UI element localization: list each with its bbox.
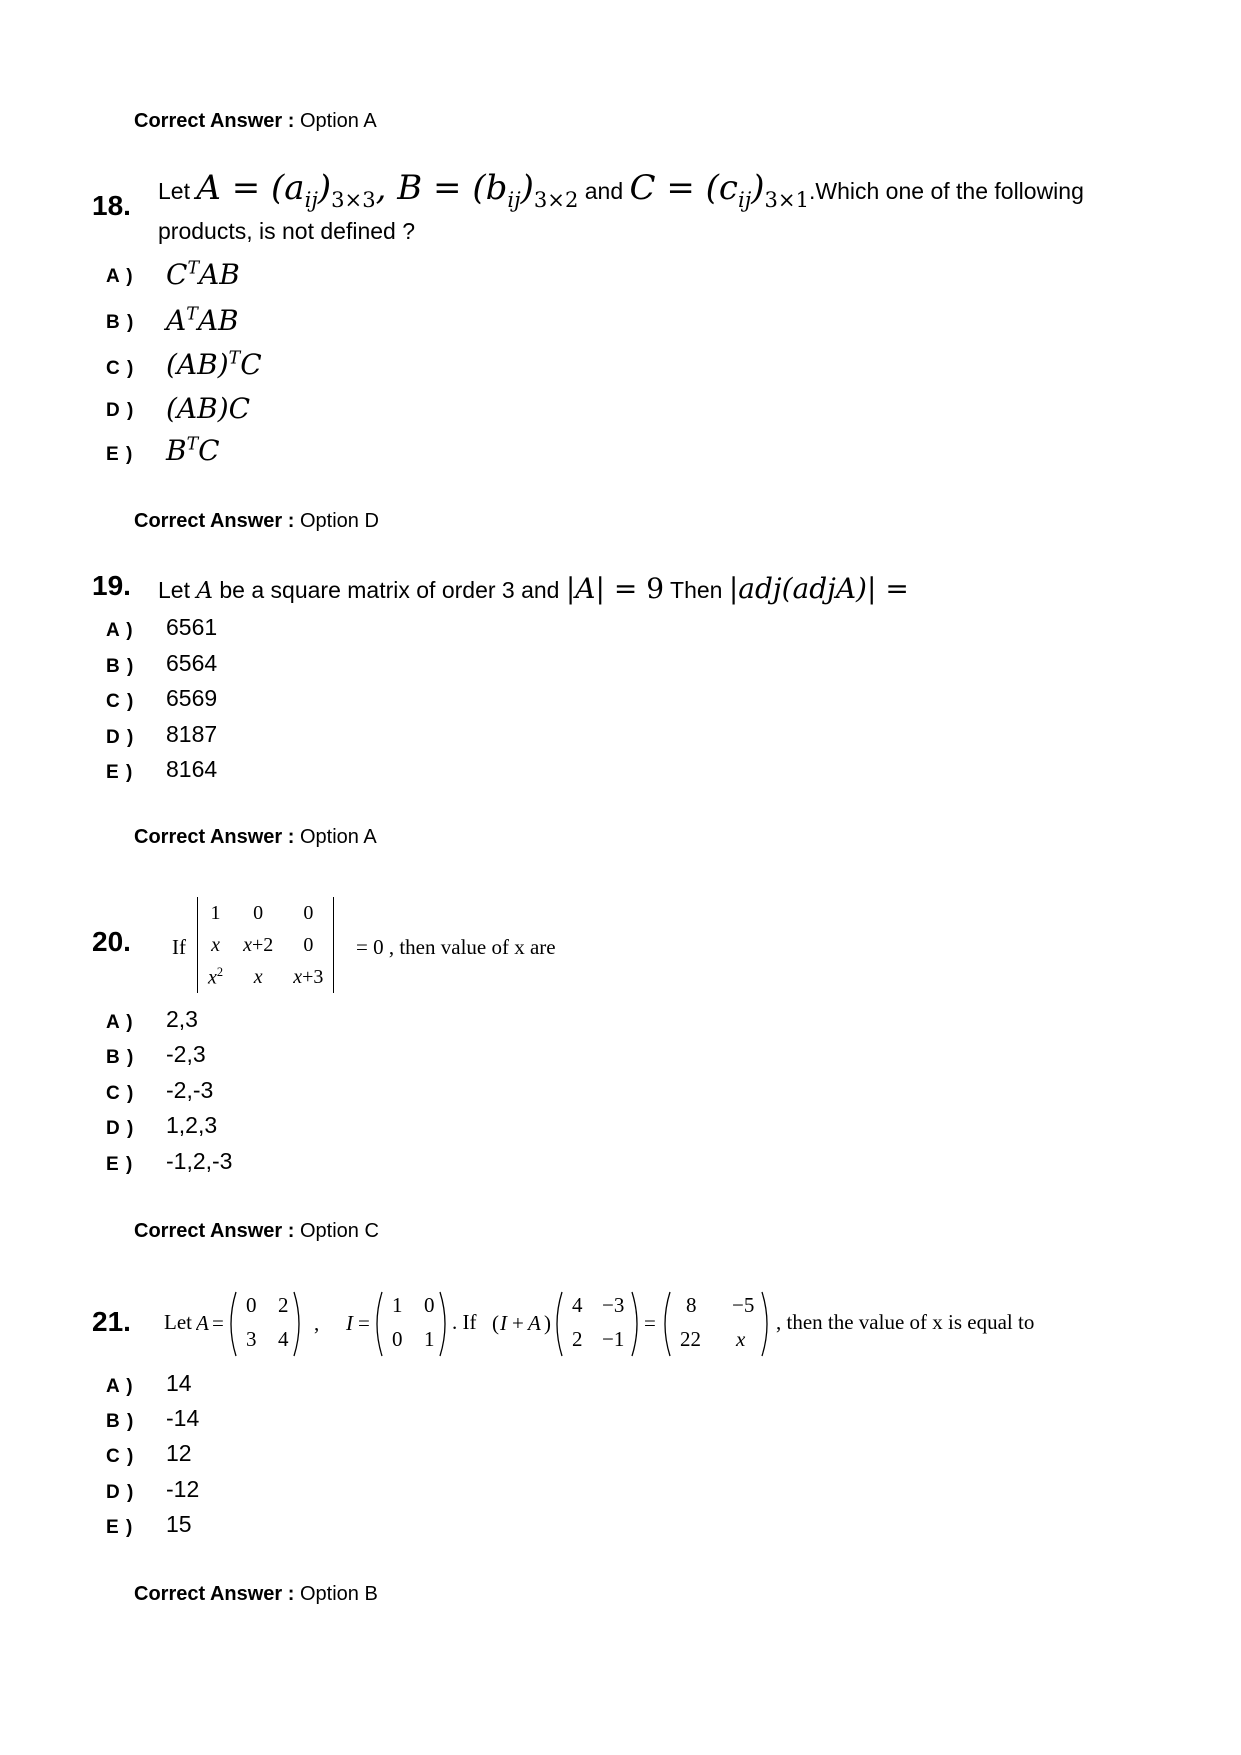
svg-text:4: 4 xyxy=(278,1327,289,1351)
correct-answer-18 xyxy=(134,510,379,533)
option-label: D ) xyxy=(106,1118,135,1139)
svg-text:+: + xyxy=(512,1311,524,1335)
option-math-c: (AB)$^T$C xyxy=(166,348,262,381)
option-label: C ) xyxy=(106,1083,135,1104)
svg-text:=: = xyxy=(358,1311,370,1335)
option-value: 6561 xyxy=(166,614,218,640)
answer-value: Option B xyxy=(299,1583,378,1605)
option-label: C ) xyxy=(106,691,135,712)
svg-text:1: 1 xyxy=(392,1293,403,1317)
svg-text:4: 4 xyxy=(572,1293,583,1317)
svg-text:I: I xyxy=(500,1311,507,1335)
svg-text:=: = xyxy=(644,1311,656,1335)
answer-label: Correct Answer : xyxy=(134,826,295,848)
svg-text:0: 0 xyxy=(246,1293,257,1317)
q21-matrix-product xyxy=(490,1284,790,1364)
option-value: 15 xyxy=(166,1511,192,1537)
option-label: E ) xyxy=(106,762,134,783)
option-label: A ) xyxy=(106,1376,134,1397)
answer-value: Option A xyxy=(299,826,377,848)
answer-label: Correct Answer : xyxy=(134,510,295,532)
svg-text:0: 0 xyxy=(424,1293,435,1317)
question-text-18-line2: products, is not defined ? xyxy=(158,218,415,244)
q19-det-a: |A| = 9 xyxy=(565,572,665,605)
svg-text:,: , xyxy=(314,1311,320,1335)
svg-text:0: 0 xyxy=(392,1327,403,1351)
q21-let: Let xyxy=(164,1310,192,1334)
question-number-20: 20. xyxy=(92,926,131,957)
q18-let: Let xyxy=(158,178,190,204)
question-number-21: 21. xyxy=(92,1306,131,1337)
option-label: B ) xyxy=(106,312,135,333)
option-label: C ) xyxy=(106,1446,135,1467)
svg-text:22: 22 xyxy=(680,1327,701,1351)
q18-matrix-c: $C = (c_{ij})_{3\times 1}$ xyxy=(629,168,809,212)
question-number-18: 18. xyxy=(92,190,131,221)
answer-value: Option D xyxy=(299,510,379,532)
answer-label: Correct Answer : xyxy=(134,1220,295,1242)
svg-text:): ) xyxy=(544,1311,551,1335)
svg-text:1: 1 xyxy=(424,1327,435,1351)
question-text-19 xyxy=(158,572,909,605)
svg-text:A: A xyxy=(196,1311,209,1335)
option-label: E ) xyxy=(106,1517,134,1538)
answer-value: Option A xyxy=(299,110,377,132)
q21-if: . If xyxy=(452,1310,477,1334)
option-math-e: $B^TC$ xyxy=(166,434,220,467)
svg-text:2: 2 xyxy=(572,1327,583,1351)
svg-text:x: x xyxy=(736,1327,746,1351)
q19-mid: be a square matrix of order 3 and xyxy=(219,577,560,603)
svg-text:−5: −5 xyxy=(732,1293,755,1317)
option-value: 6564 xyxy=(166,650,218,676)
option-label: E ) xyxy=(106,444,134,465)
q20-determinant xyxy=(197,897,334,993)
option-label: A ) xyxy=(106,620,134,641)
correct-answer-17 xyxy=(134,110,377,133)
option-label: B ) xyxy=(106,1047,135,1068)
option-value: -2,3 xyxy=(166,1041,206,1067)
correct-answer-21 xyxy=(134,1583,378,1606)
option-label: A ) xyxy=(106,1012,134,1033)
answer-label: Correct Answer : xyxy=(134,110,295,132)
svg-text:2: 2 xyxy=(278,1293,289,1317)
q20-if: If xyxy=(172,935,186,959)
option-label: B ) xyxy=(106,656,135,677)
correct-answer-19 xyxy=(134,826,377,849)
option-value: -12 xyxy=(166,1476,200,1502)
question-text-18 xyxy=(158,168,1084,212)
option-label: D ) xyxy=(106,727,135,748)
option-value: 1,2,3 xyxy=(166,1112,218,1138)
svg-text:=: = xyxy=(212,1311,224,1335)
option-label: D ) xyxy=(106,1482,135,1503)
option-math-b: $A^TAB$ xyxy=(166,304,239,337)
q21-after: , then the value of x is equal to xyxy=(776,1310,1035,1334)
q20-after: = 0 , then value of x are xyxy=(356,935,556,959)
option-value: 8164 xyxy=(166,756,218,782)
option-math-a: $C^TAB$ xyxy=(166,258,240,291)
q19-let: Let xyxy=(158,577,190,603)
svg-text:−1: −1 xyxy=(602,1327,625,1351)
option-value: 6569 xyxy=(166,685,218,711)
answer-label: Correct Answer : xyxy=(134,1583,295,1605)
q19-adj: |adj(adjA)| = xyxy=(728,572,909,605)
option-value: 8187 xyxy=(166,721,218,747)
option-value: 12 xyxy=(166,1440,192,1466)
q18-matrix-a: $A = (a_{ij})_{3\times 3}$, $B = (b_{ij})_{3\times 2}$ xyxy=(196,168,579,212)
svg-text:−3: −3 xyxy=(602,1293,625,1317)
correct-answer-20 xyxy=(134,1220,379,1243)
q18-and: and xyxy=(584,178,624,204)
svg-text:8: 8 xyxy=(686,1293,697,1317)
svg-text:3: 3 xyxy=(246,1327,257,1351)
option-label: C ) xyxy=(106,358,135,379)
svg-text:(: ( xyxy=(492,1311,499,1335)
option-label: A ) xyxy=(106,266,134,287)
q19-then: Then xyxy=(670,577,723,603)
svg-text:I: I xyxy=(346,1311,353,1335)
option-value: 14 xyxy=(166,1370,192,1396)
option-label: D ) xyxy=(106,400,135,421)
option-value: 2,3 xyxy=(166,1006,198,1032)
answer-value: Option C xyxy=(299,1220,379,1242)
q18-which: .Which one of the following xyxy=(809,178,1084,204)
option-label: B ) xyxy=(106,1411,135,1432)
option-label: E ) xyxy=(106,1154,134,1175)
svg-text:A: A xyxy=(528,1311,541,1335)
determinant-table: 1 0 0 x x+2 0 $x^2$ x x+3 xyxy=(197,897,334,993)
option-value: -14 xyxy=(166,1405,200,1431)
option-math-d: (AB)C xyxy=(166,392,251,425)
option-value: -2,-3 xyxy=(166,1077,214,1103)
q19-var-a: A xyxy=(196,578,213,604)
question-number-19: 19. xyxy=(92,570,131,601)
option-value: -1,2,-3 xyxy=(166,1148,233,1174)
